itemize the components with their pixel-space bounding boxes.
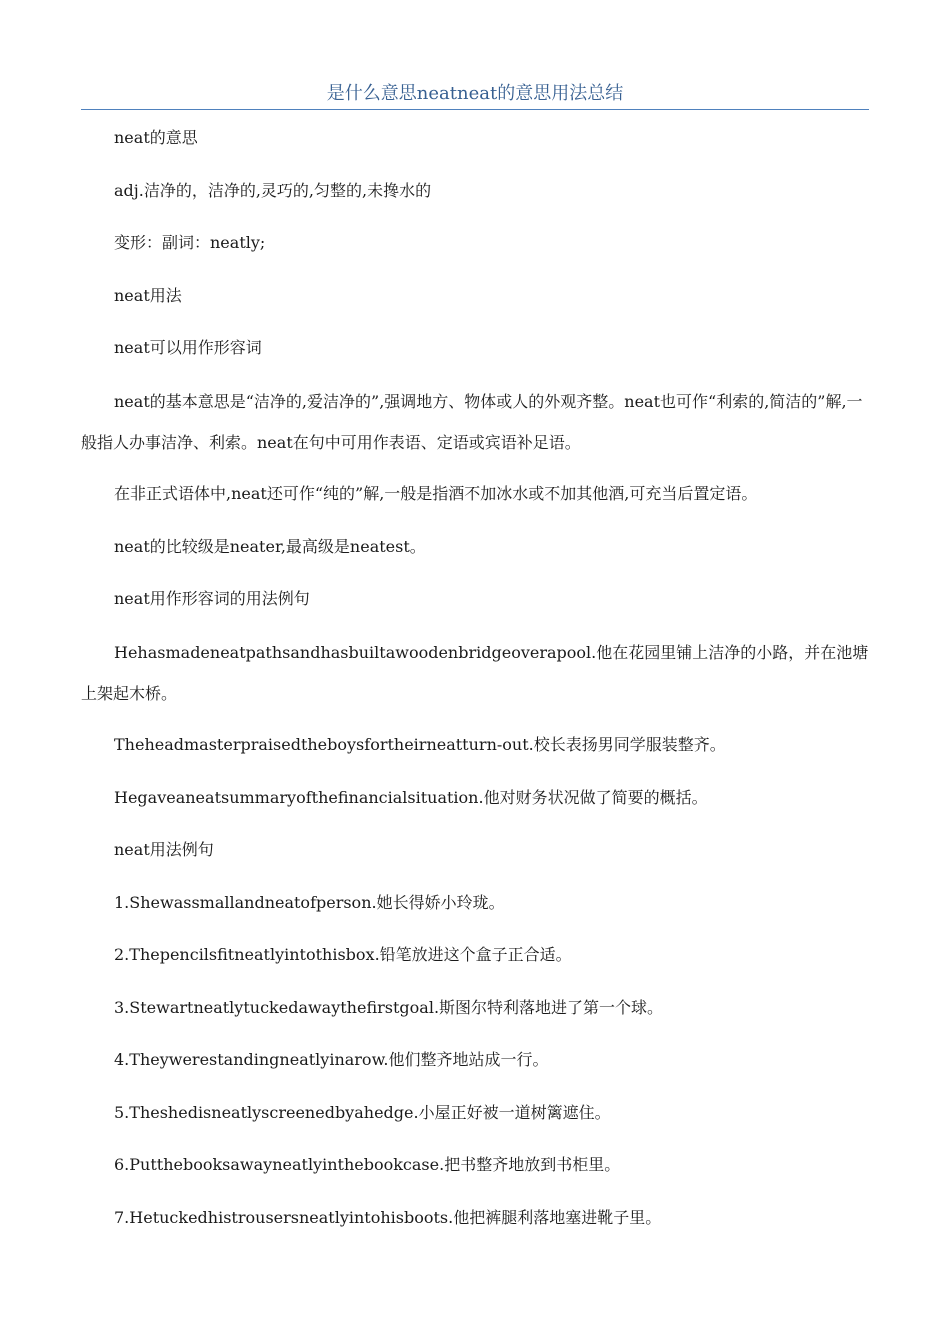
paragraph-adjective-heading: neat可以用作形容词 [114, 338, 262, 357]
example-sentence-2: 2.Thepencilsfitneatlyintothisbox.铅笔放进这个盒子正合适。 [114, 945, 572, 964]
paragraph-example-summary: Hegaveaneatsummaryofthefinancialsituation.他对财务状况做了简要的概括。 [114, 788, 708, 807]
header-divider [81, 109, 869, 110]
example-sentence-7: 7.Hetuckedhistrousersneatlyintohisboots.他把裤腿利落地塞进靴子里。 [114, 1208, 662, 1227]
example-sentence-3: 3.Stewartneatlytuckedawaythefirstgoal.斯图尔特利落地进了第一个球。 [114, 998, 664, 1017]
paragraph-comparison: neat的比较级是neater,最高级是neatest。 [114, 537, 426, 556]
paragraph-examples-heading: neat用法例句 [114, 840, 214, 859]
example-sentence-6: 6.Putthebooksawayneatlyinthebookcase.把书整齐地放到书柜里。 [114, 1155, 621, 1174]
paragraph-adjective-examples-heading: neat用作形容词的用法例句 [114, 589, 310, 608]
paragraph-basic-meaning: neat的基本意思是“洁净的,爱洁净的”,强调地方、物体或人的外观齐整。neat也可作“利索的,简洁的”解,一般指人办事洁净、利索。neat在句中可用作表语、定语或宾语补足语。 [81, 392, 863, 452]
paragraph-usage-heading: neat用法 [114, 286, 182, 305]
paragraph-informal-usage: 在非正式语体中,neat还可作“纯的”解,一般是指酒不加冰水或不加其他酒,可充当后置定语。 [114, 484, 758, 503]
example-sentence-5: 5.Theshedisneatlyscreenedbyahedge.小屋正好被一道树篱遮住。 [114, 1103, 611, 1122]
paragraph-definition: adj.洁净的，洁净的,灵巧的,匀整的,未搀水的 [114, 181, 432, 200]
example-sentence-4: 4.Theywerestandingneatlyinarow.他们整齐地站成一行。 [114, 1050, 549, 1069]
paragraph-word-forms: 变形：副词：neatly; [114, 233, 266, 252]
paragraph-meaning-heading: neat的意思 [114, 128, 198, 147]
paragraph-example-headmaster: Theheadmasterpraisedtheboysfortheirneatturn-out.校长表扬男同学服装整齐。 [114, 735, 726, 754]
example-sentence-1: 1.Shewassmallandneatofperson.她长得娇小玲珑。 [114, 893, 505, 912]
paragraph-example-wooden-bridge: Hehasmadeneatpathsandhasbuiltawoodenbridgeoverapool.他在花园里铺上洁净的小路，并在池塘上架起木桥。 [81, 643, 869, 703]
page-title: 是什么意思neatneat的意思用法总结 [326, 83, 624, 104]
